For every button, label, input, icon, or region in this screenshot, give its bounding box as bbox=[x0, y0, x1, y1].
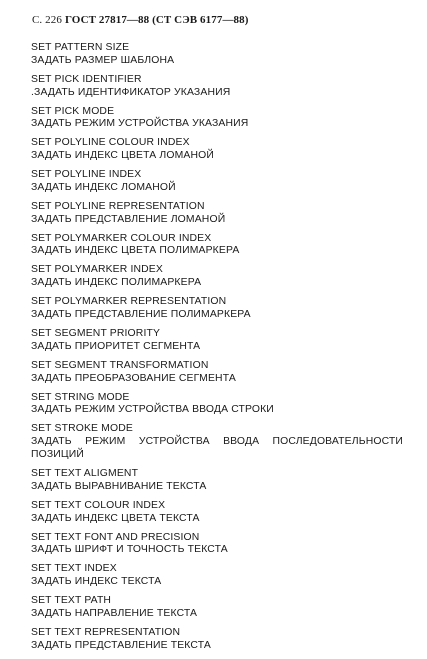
term-english: SET PICK MODE bbox=[31, 105, 115, 117]
term-russian: ЗАДАТЬ НАПРАВЛЕНИЕ ТЕКСТА bbox=[31, 607, 198, 619]
term-english: SET TEXT INDEX bbox=[31, 563, 117, 575]
term-russian: ЗАДАТЬ ШРИФТ И ТОЧНОСТЬ ТЕКСТА bbox=[31, 544, 228, 556]
term-english: SET TEXT PATH bbox=[31, 595, 112, 607]
term-english: SET SEGMENT PRIORITY bbox=[31, 328, 161, 340]
term-english: SET SEGMENT TRANSFORMATION bbox=[31, 359, 209, 371]
term-english: SET TEXT ALIGMENT bbox=[31, 467, 139, 479]
term-english: SET STROKE MODE bbox=[31, 423, 133, 435]
standard-designation: ГОСТ 27817—88 (СТ СЭВ 6177—88) bbox=[64, 14, 249, 26]
term-entry bbox=[31, 595, 403, 621]
term-russian: ЗАДАТЬ ИНДЕКС ЦВЕТА ТЕКСТА bbox=[31, 512, 200, 524]
term-list bbox=[31, 42, 403, 659]
term-entry bbox=[31, 233, 403, 259]
term-entry bbox=[31, 500, 403, 526]
term-entry bbox=[31, 169, 403, 195]
term-english: SET STRING MODE bbox=[31, 391, 130, 403]
term-russian: ЗАДАТЬ ПРЕДСТАВЛЕНИЕ ЛОМАНОЙ bbox=[31, 213, 226, 225]
term-english: SET POLYMARKER INDEX bbox=[31, 264, 163, 276]
term-english: SET TEXT REPRESENTATION bbox=[31, 626, 181, 638]
term-russian: ЗАДАТЬ ВЫРАВНИВАНИЕ ТЕКСТА bbox=[31, 480, 207, 492]
term-entry bbox=[31, 532, 403, 558]
term-english: SET TEXT FONT AND PRECISION bbox=[31, 531, 200, 543]
page-header bbox=[32, 14, 249, 26]
term-entry bbox=[31, 74, 403, 100]
term-russian: ЗАДАТЬ РЕЖИМ УСТРОЙСТВА ВВОДА ПОСЛЕДОВАТЕЛЬНОСТИ ПОЗИЦИЙ bbox=[31, 436, 403, 460]
term-russian: ЗАДАТЬ ИНДЕКС ЦВЕТА ЛОМАНОЙ bbox=[31, 150, 214, 162]
term-entry bbox=[31, 392, 403, 418]
term-russian: ЗАДАТЬ ИНДЕКС ЛОМАНОЙ bbox=[31, 181, 176, 193]
term-english: SET TEXT COLOUR INDEX bbox=[31, 499, 166, 511]
term-entry bbox=[31, 264, 403, 290]
term-russian: ЗАДАТЬ РЕЖИМ УСТРОЙСТВА ВВОДА СТРОКИ bbox=[31, 404, 274, 416]
term-russian: .ЗАДАТЬ ИДЕНТИФИКАТОР УКАЗАНИЯ bbox=[31, 86, 231, 98]
term-entry bbox=[31, 468, 403, 494]
term-entry bbox=[31, 42, 403, 68]
term-entry bbox=[31, 137, 403, 163]
term-russian: ЗАДАТЬ РЕЖИМ УСТРОЙСТВА УКАЗАНИЯ bbox=[31, 118, 249, 130]
term-english: SET POLYLINE INDEX bbox=[31, 169, 142, 181]
term-russian: ЗАДАТЬ ПРЕДСТАВЛЕНИЕ ПОЛИМАРКЕРА bbox=[31, 309, 251, 321]
term-english: SET POLYLINE COLOUR INDEX bbox=[31, 137, 190, 149]
term-entry bbox=[31, 360, 403, 386]
term-entry bbox=[31, 296, 403, 322]
term-russian: ЗАДАТЬ ИНДЕКС ЦВЕТА ПОЛИМАРКЕРА bbox=[31, 245, 240, 257]
term-entry bbox=[31, 328, 403, 354]
term-english: SET POLYMARKER COLOUR INDEX bbox=[31, 232, 212, 244]
page-number: С. 226 bbox=[32, 14, 62, 26]
term-english: SET POLYMARKER REPRESENTATION bbox=[31, 296, 227, 308]
term-english: SET PATTERN SIZE bbox=[31, 42, 130, 53]
term-entry bbox=[31, 201, 403, 227]
term-russian: ЗАДАТЬ ИНДЕКС ПОЛИМАРКЕРА bbox=[31, 277, 202, 289]
term-entry bbox=[31, 563, 403, 589]
term-english: SET PICK IDENTIFIER bbox=[31, 73, 142, 85]
term-russian: ЗАДАТЬ ИНДЕКС ТЕКСТА bbox=[31, 576, 162, 588]
term-russian: ЗАДАТЬ ПРИОРИТЕТ СЕГМЕНТА bbox=[31, 340, 201, 352]
term-russian: ЗАДАТЬ ПРЕОБРАЗОВАНИЕ СЕГМЕНТА bbox=[31, 372, 236, 384]
term-russian: ЗАДАТЬ ПРЕДСТАВЛЕНИЕ ТЕКСТА bbox=[31, 639, 211, 651]
term-russian: ЗАДАТЬ РАЗМЕР ШАБЛОНА bbox=[31, 54, 175, 66]
term-entry bbox=[31, 423, 403, 461]
term-entry bbox=[31, 106, 403, 132]
term-english: SET POLYLINE REPRESENTATION bbox=[31, 200, 205, 212]
